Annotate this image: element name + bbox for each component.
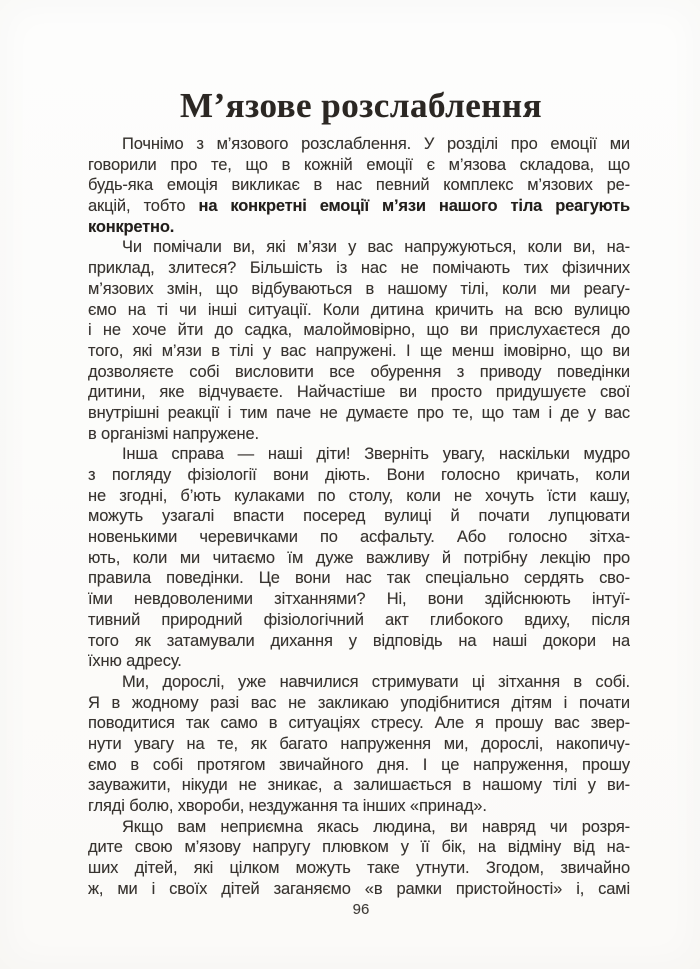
text-segment: внутрішні реакції і тим паче не думаєте про те, що там і де у вас [88,403,630,422]
text-segment: ємо на ті чи інші ситуації. Коли дитина кричить на всю вулицю [88,300,630,319]
text-segment: будь-яка емоція викликає в нас певний комплекс м’язових ре- [88,176,630,195]
text-segment: дозволяєте собі висловити все обурення з приводу поведінки [88,362,630,381]
text-line [88,444,630,465]
text-segment: в організмі напружене. [88,424,259,443]
text-segment: з погляду фізіології вони діють. Вони голосно кричать, коли [88,466,630,484]
text-line [88,465,630,486]
text-line [88,858,630,879]
text-segment: Я в жодному разі вас не закликаю уподібнитися дітям і почати [88,693,630,712]
paragraph [88,817,630,900]
text-line [88,134,630,155]
text-segment: тивний природний фізіологічний акт глибокого вдиху, після [88,610,630,629]
text-segment: дите свою м’язову напругу плювком у її бік, на відміну від на- [88,838,630,857]
text-segment: новенькими черевичками по асфальту. Або голосно зітха- [88,528,630,547]
text-line [88,403,630,424]
text-segment: Ми, дорослі, уже навчилися стримувати ці зітхання в собі. [122,672,630,691]
text-line [88,175,630,196]
paragraph [88,444,630,672]
text-segment: ж, ми і своїх дітей заганяємо «в рамки пристойності» і, самі [88,879,630,898]
text-segment: поводитися так само в ситуаціях стресу. Але я прошу вас звер- [88,714,630,733]
text-line [88,693,630,714]
text-line [88,796,630,817]
text-line [88,755,630,776]
text-segment: дитини, яке відчуваєте. Найчастіше ви просто придушуєте свої [88,383,630,402]
text-line [88,548,630,569]
text-segment: Інша справа — наші діти! Зверніть увагу, наскільки мудро [122,445,630,464]
text-line [88,713,630,734]
page-number: 96 [352,901,370,918]
text-line [88,568,630,589]
paragraph [88,134,630,237]
text-segment: можуть узагалі впасти посеред вулиці й почати лупцювати [88,507,630,526]
text-line [88,672,630,693]
text-segment: їми невдоволеними зітханнями? Ні, вони здійснюють інтуї- [88,590,630,609]
text-line [88,382,630,403]
text-line [88,879,630,900]
text-line [88,527,630,548]
text-segment: м’язових змін, що відбуваються в нашому тілі, коли ми реагу- [88,279,630,298]
text-line [88,610,630,631]
bold-text-segment: конкретно. [88,217,175,236]
text-segment: акцій, тобто [88,197,199,216]
text-segment: того як затамували дихання у відповідь на наші докори на [88,631,630,650]
text-line [88,362,630,383]
text-line [88,506,630,527]
text-line [88,589,630,610]
text-segment: не згодні, б’ють кулаками по столу, коли не хочуть їсти кашу, [88,486,630,505]
text-segment: ємо в собі протягом звичайного дня. І це напруження, прошу [88,755,630,774]
text-segment: ших дітей, які цілком можуть таке утнути. Згодом, звичайно [88,859,630,878]
text-segment: Чи помічали ви, які м’язи у вас напружуються, коли ви, на- [122,238,630,257]
text-line [88,196,630,217]
text-line [88,279,630,300]
text-line [88,155,630,176]
text-segment: гляді болю, хвороби, нездужання та інших «принад». [88,797,487,815]
bold-text-segment: на конкретні емоції м’язи нашого тіла реагують [198,197,630,216]
text-line [88,237,630,258]
text-line [88,651,630,672]
text-segment: і не хоче йти до садка, малоймовірно, що ви прислухаєтеся до [88,321,630,340]
text-line [88,486,630,507]
paragraph [88,672,630,817]
text-line [88,775,630,796]
text-segment: Якщо вам неприємна якась людина, ви навряд чи розря- [122,817,630,836]
text-block [88,134,630,899]
text-line [88,217,630,238]
text-segment: того, які м’язи в тілі у вас напружені. І ще менш імовірно, що ви [88,341,630,360]
text-line [88,341,630,362]
text-segment: нути увагу на те, як багато напруження ми, дорослі, накопичу- [88,734,630,753]
text-line [88,300,630,321]
text-segment: зауважити, нікуди не зникає, а залишається в нашому тілі у ви- [88,776,630,795]
text-segment: їхню адресу. [88,652,182,671]
text-line [88,424,630,445]
paragraph [88,237,630,444]
text-line [88,817,630,838]
text-segment: правила поведінки. Це вони нас так спеціально сердять сво- [88,569,630,588]
text-line [88,320,630,341]
text-line [88,837,630,858]
text-segment: ють, коли ми читаємо їм дуже важливу й потрібну лекцію про [88,548,630,567]
text-line [88,734,630,755]
text-line [88,258,630,279]
text-segment: говорили про те, що в кожній емоції є м’язова складова, що [88,155,630,174]
text-line [88,631,630,652]
text-segment: Почнімо з м’язового розслаблення. У розділі про емоції ми [122,135,630,153]
text-segment: приклад, злитеся? Більшість із нас не помічають тих фізичних [88,259,630,278]
page-title: М’язове розслаблення [179,86,543,125]
